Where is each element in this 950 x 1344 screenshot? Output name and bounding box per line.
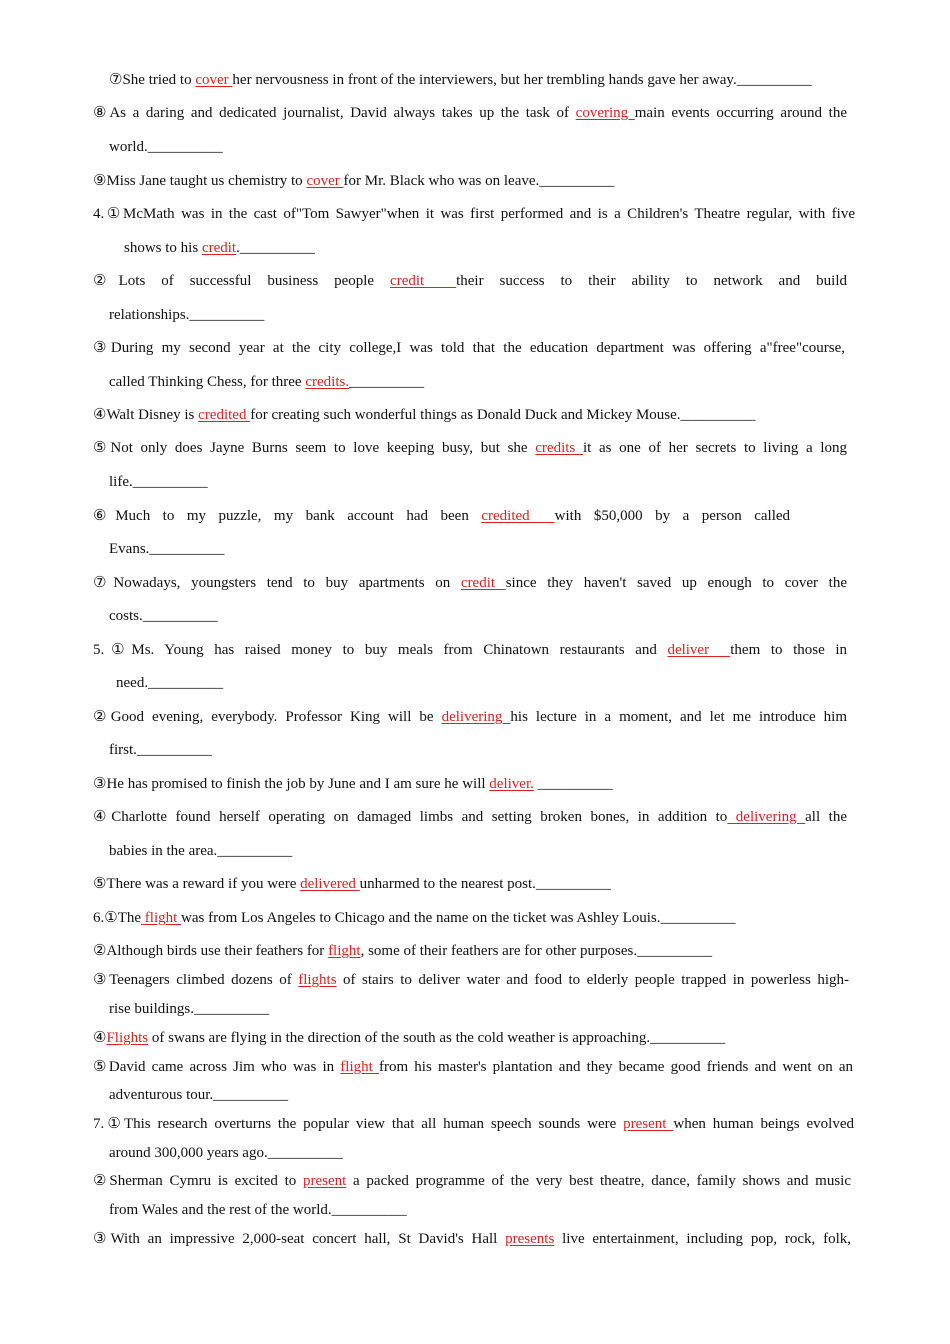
- text-segment: shows to his: [124, 240, 202, 256]
- text-line: [93, 875, 611, 893]
- text-line: [109, 138, 223, 156]
- text-segment: Evans.: [109, 541, 150, 557]
- text-line: [109, 1201, 407, 1219]
- text-line: [109, 607, 218, 625]
- answer-blank: __________: [132, 474, 208, 490]
- text-segment: it as one of her secrets to living a long: [582, 440, 847, 456]
- text-segment: ⑧As a daring and dedicated journalist, David always takes up the task of: [93, 105, 576, 121]
- text-line: [116, 674, 223, 692]
- text-line: [93, 439, 847, 457]
- answer-blank: __________: [331, 1202, 407, 1218]
- text-segment: ②Although birds use their feathers for: [93, 943, 329, 959]
- answer-blank: __________: [189, 307, 265, 323]
- keyword-answer: credit: [201, 240, 237, 256]
- text-segment: relationships.: [109, 307, 190, 323]
- text-segment: 6.①The: [93, 910, 142, 926]
- text-segment: of stairs to deliver water and food to elderly people trapped in powerless high-: [336, 972, 849, 988]
- text-line: [124, 239, 315, 257]
- text-line: [93, 1115, 854, 1133]
- text-segment: ③During my second year at the city college,I was told that the education department was offering a"free"course,: [93, 340, 845, 356]
- keyword-answer: presents: [505, 1231, 555, 1247]
- keyword-answer: flight: [141, 910, 182, 926]
- text-segment: ④Charlotte found herself operating on damaged limbs and setting broken bones, in addition to: [93, 809, 728, 825]
- text-segment: ⑦Nowadays, youngsters tend to buy apartments on: [93, 575, 461, 591]
- text-segment: of swans are flying in the direction of the south as the cold weather is approaching.: [148, 1030, 651, 1046]
- keyword-answer: delivered: [300, 876, 360, 892]
- answer-blank: __________: [239, 240, 315, 256]
- answer-blank: __________: [136, 742, 212, 758]
- text-segment: ③With an impressive 2,000-seat concert hall, St David's Hall: [93, 1231, 506, 1247]
- text-segment: ②Lots of successful business people: [93, 273, 391, 289]
- text-segment: their success to their ability to network and build: [456, 273, 847, 289]
- text-segment: for Mr. Black who was on leave.: [343, 173, 540, 189]
- keyword-answer: covering: [575, 105, 635, 121]
- keyword-answer: Flights: [106, 1030, 149, 1046]
- text-line: [109, 540, 224, 558]
- keyword-answer: deliver.: [489, 776, 534, 792]
- answer-blank: __________: [535, 876, 611, 892]
- text-line: [93, 775, 613, 793]
- text-segment: unharmed to the nearest post.: [359, 876, 536, 892]
- text-segment: for creating such wonderful things as Donald Duck and Mickey Mouse.: [250, 407, 681, 423]
- text-line: [93, 1172, 851, 1190]
- text-segment: world.: [109, 139, 148, 155]
- text-segment: ⑤There was a reward if you were: [93, 876, 301, 892]
- keyword-answer: flight: [340, 1059, 379, 1075]
- answer-blank: __________: [147, 139, 223, 155]
- text-segment: ⑨Miss Jane taught us chemistry to: [93, 173, 307, 189]
- answer-blank: __________: [680, 407, 756, 423]
- text-segment: ②Sherman Cymru is excited to: [93, 1173, 303, 1189]
- keyword-answer: flights: [298, 972, 337, 988]
- text-segment: ⑥Much to my puzzle, my bank account had been: [93, 508, 482, 524]
- keyword-answer: deliver: [667, 642, 731, 658]
- text-line: [93, 1058, 853, 1076]
- text-segment: her nervousness in front of the interviewers, but her trembling hands gave her away.: [232, 72, 737, 88]
- answer-blank: __________: [637, 943, 713, 959]
- text-segment: a packed programme of the very best theatre, dance, family shows and music: [346, 1173, 851, 1189]
- keyword-answer: delivering: [727, 809, 806, 825]
- text-line: [93, 708, 847, 726]
- text-segment: since they haven't saved up enough to cover the: [505, 575, 847, 591]
- text-segment: was from Los Angeles to Chicago and the name on the ticket was Ashley Louis.: [181, 910, 661, 926]
- text-line: [93, 205, 855, 223]
- answer-blank: __________: [194, 1001, 269, 1017]
- keyword-answer: present: [623, 1116, 674, 1132]
- text-line: [109, 71, 812, 89]
- text-segment: ③Teenagers climbed dozens of: [93, 972, 299, 988]
- text-segment: need.: [116, 675, 149, 691]
- keyword-answer: cover: [306, 173, 344, 189]
- text-line: [109, 1144, 343, 1162]
- keyword-answer: credit: [460, 575, 506, 591]
- text-segment: costs.: [109, 608, 143, 624]
- text-segment: from his master's plantation and they became good friends and went on an: [378, 1059, 854, 1075]
- keyword-answer: credit: [390, 273, 457, 289]
- text-segment: adventurous tour.: [109, 1087, 214, 1103]
- text-segment: , some of their feathers are for other purposes.: [360, 943, 638, 959]
- text-segment: them to those in: [730, 642, 847, 658]
- keyword-answer: flight: [328, 943, 361, 959]
- answer-blank: __________: [217, 843, 293, 859]
- text-segment: ⑤David came across Jim who was in: [93, 1059, 341, 1075]
- text-line: [93, 339, 845, 357]
- keyword-answer: present: [302, 1173, 347, 1189]
- text-segment: ⑤Not only does Jayne Burns seem to love keeping busy, but she: [93, 440, 536, 456]
- text-segment: when human beings evolved: [673, 1116, 855, 1132]
- text-line: [93, 104, 847, 122]
- text-line: [109, 306, 264, 324]
- text-segment: his lecture in a moment, and let me introduce him: [510, 709, 847, 725]
- text-line: [109, 1086, 288, 1104]
- text-segment: 4.①McMath was in the cast of"Tom Sawyer"when it was first performed and is a Children's Theatre regular, with five: [93, 206, 855, 222]
- answer-blank: __________: [267, 1145, 343, 1161]
- text-segment: around 300,000 years ago.: [109, 1145, 268, 1161]
- text-segment: ②Good evening, everybody. Professor King will be: [93, 709, 442, 725]
- keyword-answer: cover: [195, 72, 233, 88]
- answer-blank: __________: [660, 910, 736, 926]
- text-line: [93, 971, 849, 989]
- answer-blank: __________: [149, 541, 225, 557]
- text-line: [93, 641, 847, 659]
- text-segment: 5.①Ms. Young has raised money to buy meals from Chinatown restaurants and: [93, 642, 668, 658]
- text-segment: .: [236, 240, 240, 256]
- text-segment: ④: [93, 1030, 107, 1046]
- text-line: [93, 406, 756, 424]
- keyword-answer: credits.: [305, 374, 350, 390]
- answer-blank: __________: [213, 1087, 289, 1103]
- answer-blank: __________: [142, 608, 218, 624]
- text-segment: ④Walt Disney is: [93, 407, 199, 423]
- answer-blank: __________: [537, 776, 613, 792]
- text-segment: life.: [109, 474, 133, 490]
- text-segment: babies in the area.: [109, 843, 218, 859]
- text-segment: ③He has promised to finish the job by June and I am sure he will: [93, 776, 490, 792]
- answer-blank: __________: [736, 72, 812, 88]
- text-line: [93, 574, 847, 592]
- text-line: [109, 473, 208, 491]
- text-line: [93, 909, 736, 927]
- text-line: [93, 1230, 851, 1248]
- text-line: [109, 741, 212, 759]
- text-segment: main events occurring around the: [634, 105, 848, 121]
- answer-blank: __________: [650, 1030, 726, 1046]
- text-segment: ⑦She tried to: [109, 72, 196, 88]
- text-line: [93, 942, 712, 960]
- text-line: [93, 1029, 725, 1047]
- keyword-answer: credited: [481, 508, 555, 524]
- text-segment: from Wales and the rest of the world.: [109, 1202, 332, 1218]
- text-segment: with $50,000 by a person called: [554, 508, 791, 524]
- keyword-answer: delivering: [441, 709, 511, 725]
- text-segment: all the: [805, 809, 847, 825]
- text-line: [93, 272, 847, 290]
- keyword-answer: credits: [535, 440, 583, 456]
- text-segment: live entertainment, including pop, rock, folk,: [554, 1231, 852, 1247]
- text-line: [109, 373, 424, 391]
- answer-blank: __________: [349, 374, 425, 390]
- text-segment: rise buildings.: [109, 1001, 194, 1017]
- text-segment: first.: [109, 742, 137, 758]
- text-line: [93, 507, 790, 525]
- answer-blank: __________: [148, 675, 224, 691]
- text-segment: 7.①This research overturns the popular view that all human speech sounds were: [93, 1116, 624, 1132]
- keyword-answer: credited: [198, 407, 251, 423]
- text-line: [93, 808, 847, 826]
- text-line: [109, 842, 292, 860]
- answer-blank: __________: [539, 173, 615, 189]
- text-line: [109, 1000, 269, 1018]
- text-segment: called Thinking Chess, for three: [109, 374, 306, 390]
- text-line: [93, 172, 614, 190]
